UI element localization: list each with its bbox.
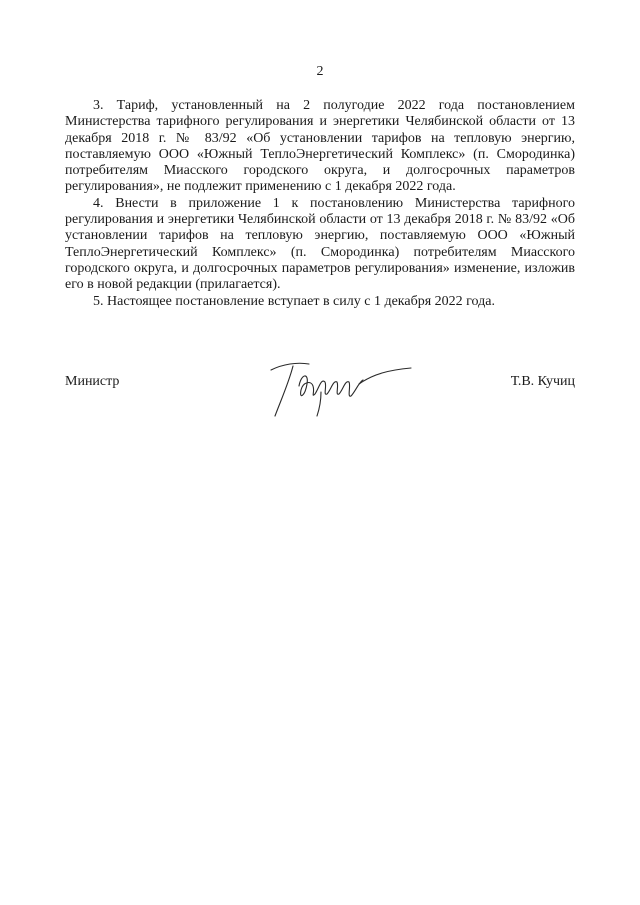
document-body [65, 98, 575, 310]
signer-name: Т.В. Кучиц [510, 374, 575, 389]
signature-block [65, 374, 575, 434]
paragraph-3: 3. Тариф, установленный на 2 полугодие 2022 года постановлением Министерства тарифного регулирования и энергетики Челябинской области от 13 декабря 2018 г. № 83/92 «Об установлении тарифов на тепловую энергию, поставляемую ООО «Южный ТеплоЭнергетический Комплекс» (п. Смородинка) потребителям Миасского городского округа, и долгосрочных параметров регулирования», не подлежит применению с 1 декабря 2022 года. [65, 98, 575, 195]
signer-position: Министр [65, 374, 120, 389]
paragraph-5: 5. Настоящее постановление вступает в силу с 1 декабря 2022 года. [93, 293, 495, 309]
handwritten-signature-icon [263, 356, 423, 426]
paragraph-4: 4. Внести в приложение 1 к постановлению Министерства тарифного регулирования и энергетики Челябинской области от 13 декабря 2018 г. № 83/92 «Об установлении тарифов на тепловую энергию, поставляемую ООО «Южный ТеплоЭнергетический Комплекс» (п. Смородинка) потребителям Миасского городского округа, и долгосрочных параметров регулирования» изменение, изложив его в новой редакции (прилагается). [65, 195, 575, 293]
page-number: 2 [316, 64, 324, 79]
